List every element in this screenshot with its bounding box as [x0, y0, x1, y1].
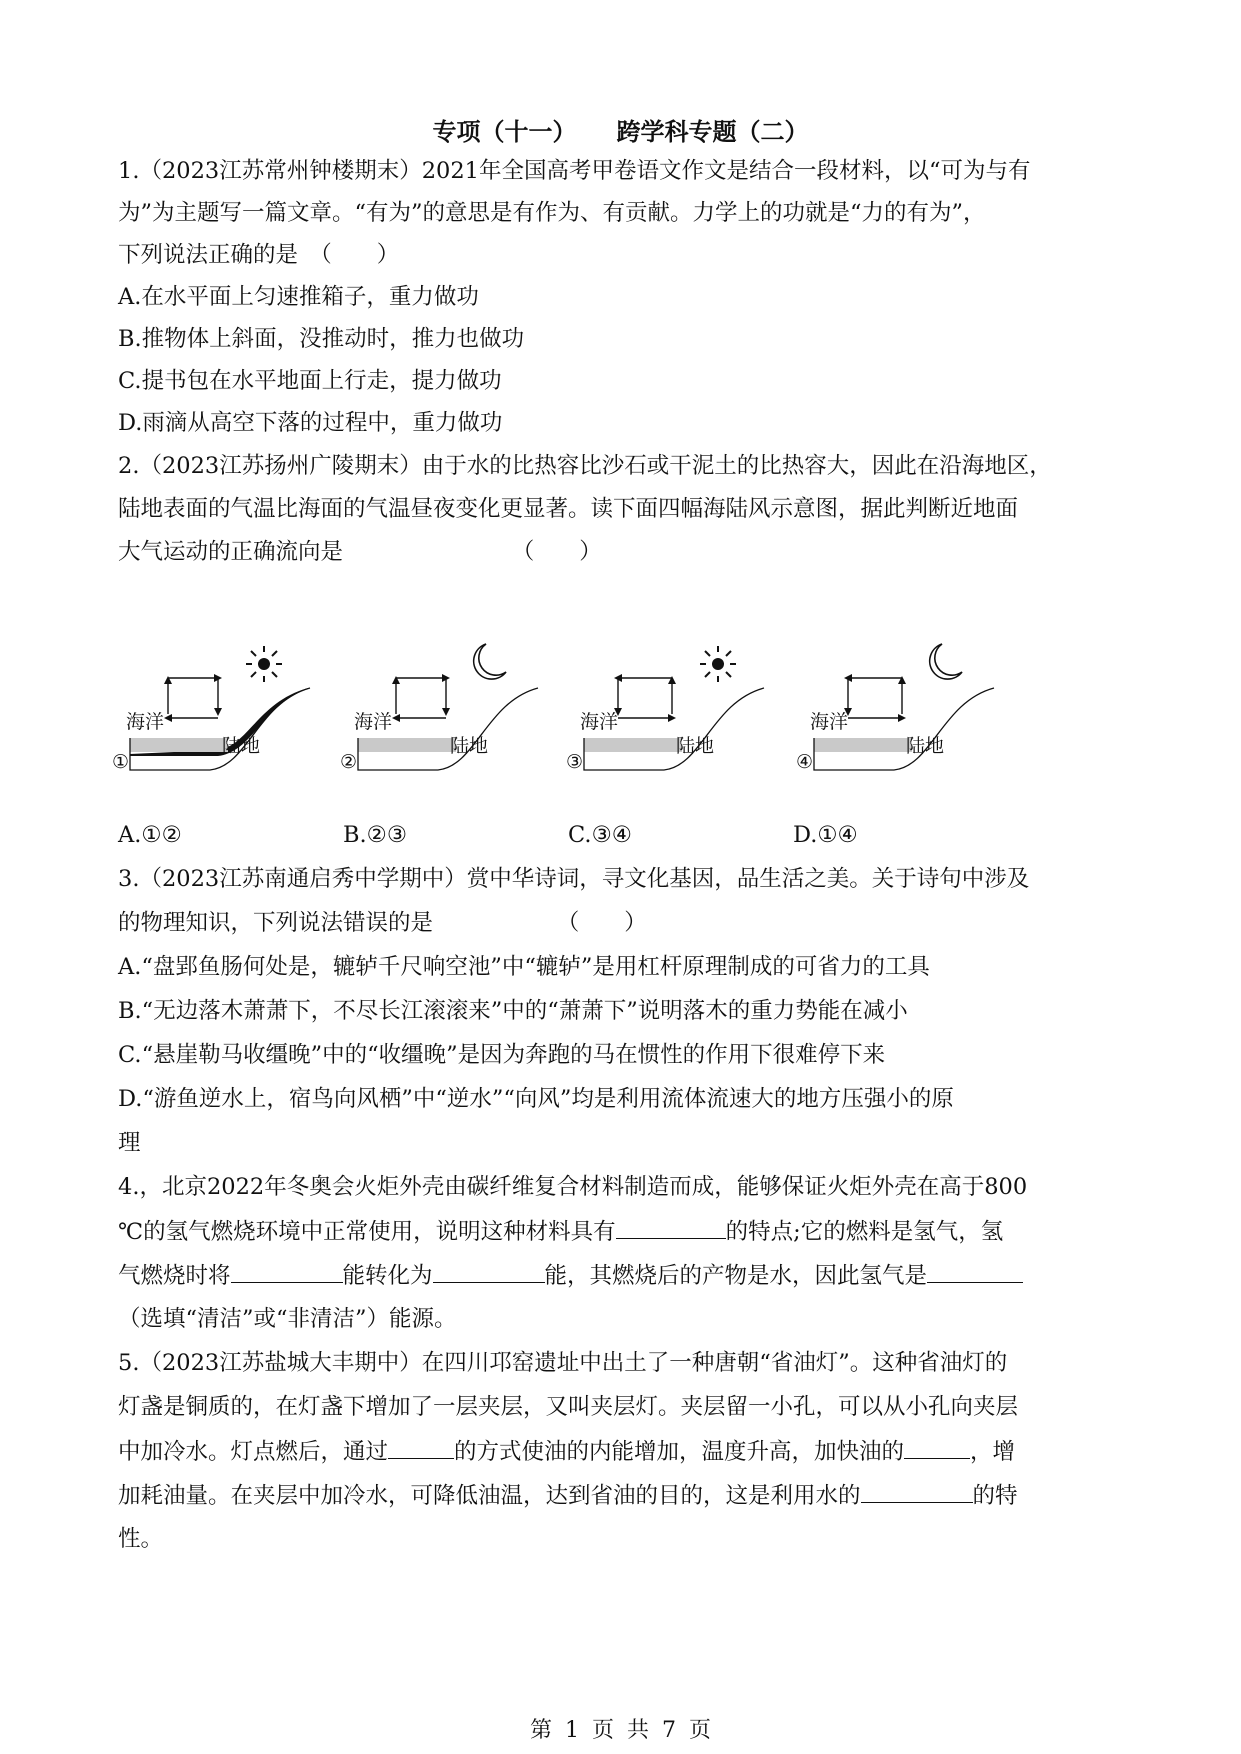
q5-text-3c: ，增: [970, 1439, 1016, 1465]
q1-line-3: 下列说法正确的是 （ ）: [118, 242, 400, 268]
land-label-1: 陆地: [222, 735, 261, 757]
q2-option-a: A.①②: [118, 822, 182, 848]
q5-blank-3[interactable]: [861, 1480, 973, 1503]
moon-icon: [474, 644, 506, 679]
q4-line-1: 4.，北京2022年冬奥会火炬外壳由碳纤维复合材料制造而成，能够保证火炬外壳在高于800: [118, 1174, 1028, 1200]
q4-blank-4[interactable]: [927, 1260, 1023, 1283]
q4-text-3b: 能转化为: [342, 1263, 433, 1289]
q3-option-b: B.“无边落木萧萧下，不尽长江滚滚来”中的“萧萧下”说明落木的重力势能在减小: [118, 998, 908, 1024]
q5-blank-1[interactable]: [388, 1436, 454, 1459]
q1-line-2: 为”为主题写一篇文章。“有为”的意思是有作为、有贡献。力学上的功就是“力的有为”，: [118, 200, 986, 226]
page-title: [0, 112, 1241, 147]
q3-line-1: 3.（2023江苏南通启秀中学期中）赏中华诗词，寻文化基因，品生活之美。关于诗句中涉及: [118, 866, 1030, 892]
q3-option-d-cont: 理: [118, 1130, 141, 1156]
diagram-num-3: ③: [566, 751, 584, 773]
breeze-diagram-3: [566, 632, 782, 782]
breeze-diagram-2: [340, 632, 556, 782]
q3-option-a: A.“盘郢鱼肠何处是，辘轳千尺响空池”中“辘轳”是用杠杆原理制成的可省力的工具: [118, 954, 930, 980]
q4-text-2b: 的特点;它的燃料是氢气，氢: [725, 1219, 1004, 1245]
diagram-num-2: ②: [340, 751, 358, 773]
sun-icon: [246, 646, 282, 682]
q4-blank-1[interactable]: [616, 1216, 726, 1239]
q1-option-c: C.提书包在水平地面上行走，提力做功: [118, 368, 502, 394]
sea-label-3: 海洋: [580, 711, 619, 733]
q1-option-b: B.推物体上斜面，没推动时，推力也做功: [118, 326, 525, 352]
q2-option-d: D.①④: [793, 822, 858, 848]
sea-land-breeze-diagrams: [112, 632, 1018, 782]
q5-text-3a: 中加冷水。灯点燃后，通过: [118, 1439, 389, 1465]
q3-option-c: C.“悬崖勒马收缰晚”中的“收缰晚”是因为奔跑的马在惯性的作用下很难停下来: [118, 1042, 886, 1068]
q4-text-3c: 能，其燃烧后的产物是水，因此氢气是: [544, 1263, 928, 1289]
q5-text-4b: 的特: [972, 1483, 1018, 1509]
q1-line-1: 1.（2023江苏常州钟楼期末）2021年全国高考甲卷语文作文是结合一段材料，以“可为与有: [118, 158, 1031, 184]
sun-icon: [700, 646, 736, 682]
q5-line-3: [118, 1436, 1015, 1466]
land-label-4: 陆地: [906, 735, 945, 757]
q2-line-2: 陆地表面的气温比海面的气温昼夜变化更显著。读下面四幅海陆风示意图，据此判断近地面: [118, 496, 1019, 522]
q1-option-d: D.雨滴从高空下落的过程中，重力做功: [118, 410, 503, 436]
q5-line-2: 灯盏是铜质的，在灯盏下增加了一层夹层，又叫夹层灯。夹层留一小孔，可以从小孔向夹层: [118, 1394, 1019, 1420]
q5-line-4: [118, 1480, 1018, 1510]
breeze-diagram-4: [796, 632, 1012, 782]
page-footer: 第 1 页 共 7 页: [530, 1718, 711, 1743]
breeze-diagram-1: [112, 632, 328, 782]
q4-text-3a: 气燃烧时将: [118, 1263, 231, 1289]
q2-line-1: 2.（2023江苏扬州广陵期末）由于水的比热容比沙石或干泥土的比热容大，因此在沿海地区，: [118, 453, 1052, 479]
q4-text-2a: ℃的氢气燃烧环境中正常使用，说明这种材料具有: [118, 1219, 616, 1245]
diagram-num-1: ①: [112, 751, 130, 773]
q5-text-4a: 加耗油量。在夹层中加冷水，可降低油温，达到省油的目的，这是利用水的: [118, 1483, 861, 1509]
moon-icon: [930, 644, 962, 679]
q1-option-a: A.在水平面上匀速推箱子，重力做功: [118, 284, 479, 310]
sea-label-2: 海洋: [354, 711, 393, 733]
title-sub: 跨学科专题（二）: [616, 118, 809, 146]
q5-line-5: 性。: [118, 1526, 164, 1552]
q4-line-3: [118, 1260, 1023, 1290]
diagram-num-4: ④: [796, 751, 814, 773]
q3-option-d: D.“游鱼逆水上，宿鸟向风栖”中“逆水”“向风”均是利用流体流速大的地方压强小的原: [118, 1086, 954, 1112]
q4-blank-3[interactable]: [433, 1260, 545, 1283]
land-label-3: 陆地: [676, 735, 715, 757]
q4-line-2: [118, 1216, 1003, 1246]
q3-line-2: 的物理知识，下列说法错误的是 （ ）: [118, 910, 647, 936]
q2-option-b: B.②③: [343, 822, 408, 848]
sea-label-4: 海洋: [810, 711, 849, 733]
q5-text-3b: 的方式使油的内能增加，温度升高，加快油的: [454, 1439, 905, 1465]
q2-line-3: 大气运动的正确流向是 （ ）: [118, 539, 602, 565]
land-label-2: 陆地: [450, 735, 489, 757]
q4-blank-2[interactable]: [231, 1260, 343, 1283]
q5-blank-2[interactable]: [904, 1436, 970, 1459]
sea-label-1: 海洋: [126, 711, 165, 733]
q2-option-c: C.③④: [568, 822, 632, 848]
title-main: 专项（十一）: [432, 118, 577, 146]
q4-line-4: （选填“清洁”或“非清洁”）能源。: [118, 1306, 457, 1332]
q5-line-1: 5.（2023江苏盐城大丰期中）在四川邛窑遗址中出土了一种唐朝“省油灯”。这种省油灯的: [118, 1350, 1008, 1376]
